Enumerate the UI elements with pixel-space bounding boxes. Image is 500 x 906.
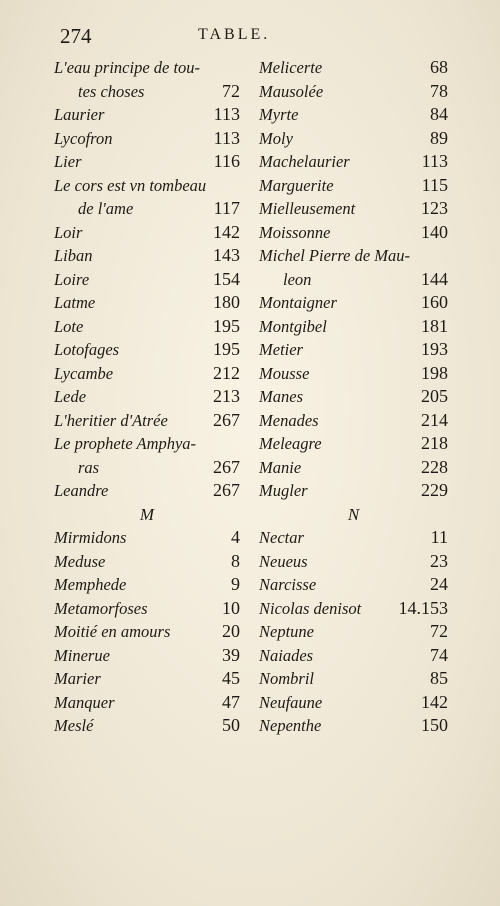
entry-term: Melicerte xyxy=(259,58,323,77)
index-entry xyxy=(54,526,240,550)
entry-term: Leandre xyxy=(54,481,109,500)
entry-page-number: 218 xyxy=(421,433,448,453)
index-entry xyxy=(54,174,240,198)
entry-page-number: 229 xyxy=(421,480,448,500)
index-entry xyxy=(54,573,240,597)
index-entry xyxy=(54,127,240,151)
page-number: 274 xyxy=(60,24,92,48)
entry-term: Memphede xyxy=(54,575,127,594)
entry-term: Lotofages xyxy=(54,340,120,359)
entry-term: Neufaune xyxy=(259,692,323,712)
entry-page-number: 117 xyxy=(213,198,240,218)
index-entry xyxy=(259,174,448,198)
index-entry xyxy=(54,667,240,691)
entry-term: Nombril xyxy=(259,669,315,688)
entry-term: ras xyxy=(78,457,100,477)
index-entry xyxy=(259,80,448,104)
entry-term: Liban xyxy=(54,246,93,265)
entry-page-number: 181 xyxy=(421,315,448,336)
entry-term: Montgibel xyxy=(259,316,327,336)
entry-term: Lier xyxy=(54,152,82,171)
entry-term: Lycambe xyxy=(54,363,114,383)
entry-page-number: 20 xyxy=(222,621,240,641)
entry-page-number: 68 xyxy=(430,57,448,77)
entry-page-number: 144 xyxy=(421,268,448,289)
entry-term: Minerue xyxy=(54,645,110,665)
entry-page-number: 113 xyxy=(421,151,448,171)
entry-term: Le prophete Amphya- xyxy=(54,434,197,453)
entry-page-number: 205 xyxy=(421,386,448,406)
entry-term: Mirmidons xyxy=(54,528,127,547)
section-letter: M xyxy=(139,504,155,524)
entry-term: Le cors est vn tombeau xyxy=(54,175,207,195)
entry-page-number: 39 xyxy=(222,644,240,665)
index-entry xyxy=(259,56,448,80)
entry-term: L'heritier d'Atrée xyxy=(54,410,168,430)
index-entry xyxy=(54,385,240,409)
entry-term: Mausolée xyxy=(259,81,324,101)
index-entry xyxy=(259,268,448,292)
index-entry xyxy=(54,479,240,503)
entry-page-number: 142 xyxy=(213,221,240,242)
entry-page-number: 8 xyxy=(231,550,240,571)
index-entry xyxy=(54,291,240,315)
entry-page-number: 85 xyxy=(430,668,448,688)
entry-page-number: 10 xyxy=(222,597,240,618)
entry-page-number: 23 xyxy=(430,550,448,571)
index-entry xyxy=(259,221,448,245)
entry-term: Naiades xyxy=(259,645,314,665)
entry-page-number: 150 xyxy=(421,715,448,735)
entry-page-number: 74 xyxy=(430,644,448,665)
entry-term: Lycofron xyxy=(54,128,113,148)
entry-page-number: 213 xyxy=(213,386,240,406)
entry-page-number: 267 xyxy=(213,409,240,430)
entry-term: Latme xyxy=(54,293,96,312)
index-entry xyxy=(54,338,240,362)
index-entry xyxy=(54,197,240,221)
index-entry xyxy=(54,597,240,621)
entry-page-number: 214 xyxy=(421,409,448,430)
entry-page-number: 195 xyxy=(213,339,240,359)
entry-page-number: 113 xyxy=(213,127,240,148)
entry-term: Laurier xyxy=(54,105,105,124)
entry-term: Loire xyxy=(54,269,90,289)
entry-page-number: 14.153 xyxy=(398,597,448,618)
entry-page-number: 267 xyxy=(213,456,240,477)
entry-term: Mugler xyxy=(259,481,308,500)
index-entry xyxy=(259,362,448,386)
index-entry xyxy=(259,573,448,597)
entry-term: Moissonne xyxy=(259,222,331,242)
entry-page-number: 193 xyxy=(421,339,448,359)
entry-page-number: 72 xyxy=(222,80,240,101)
index-entry xyxy=(54,456,240,480)
index-column-left xyxy=(54,56,240,738)
index-entry xyxy=(259,315,448,339)
entry-page-number: 123 xyxy=(421,198,448,218)
entry-page-number: 72 xyxy=(430,621,448,641)
index-entry xyxy=(54,56,240,80)
entry-term: Meduse xyxy=(54,551,106,571)
index-entry xyxy=(259,103,448,127)
index-entry xyxy=(259,667,448,691)
index-entry xyxy=(259,526,448,550)
index-entry xyxy=(54,103,240,127)
page-header xyxy=(60,24,450,48)
entry-term: Michel Pierre de Mau- xyxy=(259,246,411,265)
index-entry xyxy=(259,550,448,574)
index-entry xyxy=(259,150,448,174)
index-entry xyxy=(54,315,240,339)
entry-term: Narcisse xyxy=(259,575,317,594)
index-entry xyxy=(54,80,240,104)
entry-term: Meleagre xyxy=(259,434,322,453)
index-entry xyxy=(259,127,448,151)
entry-page-number: 154 xyxy=(213,268,240,289)
index-entry xyxy=(54,714,240,738)
index-entry xyxy=(259,385,448,409)
entry-page-number: 267 xyxy=(213,480,240,500)
entry-term: Lote xyxy=(54,316,84,336)
index-entry xyxy=(259,409,448,433)
index-entry xyxy=(259,338,448,362)
index-entry xyxy=(259,714,448,738)
running-title: TABLE. xyxy=(198,26,271,43)
entry-term: Metier xyxy=(259,340,303,359)
index-entry xyxy=(54,268,240,292)
index-entry xyxy=(54,244,240,268)
index-entry xyxy=(54,150,240,174)
entry-term: Nepenthe xyxy=(259,716,322,735)
entry-term: Menades xyxy=(259,410,319,430)
entry-term: Moly xyxy=(259,128,293,148)
index-entry xyxy=(54,620,240,644)
entry-page-number: 180 xyxy=(213,292,240,312)
entry-term: Moitié en amours xyxy=(54,622,171,641)
index-entry xyxy=(259,456,448,480)
entry-page-number: 140 xyxy=(421,221,448,242)
entry-page-number: 116 xyxy=(213,151,240,171)
entry-term: Machelaurier xyxy=(259,152,350,171)
index-entry xyxy=(259,644,448,668)
entry-term: Myrte xyxy=(259,105,299,124)
entry-term: Manquer xyxy=(54,692,115,712)
entry-term: Nicolas denisot xyxy=(259,598,362,618)
entry-page-number: 84 xyxy=(430,104,448,124)
index-entry xyxy=(259,244,448,268)
entry-page-number: 160 xyxy=(421,292,448,312)
entry-term: Nectar xyxy=(259,528,304,547)
index-entry xyxy=(54,221,240,245)
index-column-right xyxy=(259,56,448,738)
entry-page-number: 11 xyxy=(430,527,448,547)
index-entry xyxy=(259,479,448,503)
entry-page-number: 78 xyxy=(430,80,448,101)
entry-term: Meslé xyxy=(54,716,94,735)
entry-page-number: 45 xyxy=(222,668,240,688)
entry-term: L'eau principe de tou- xyxy=(54,58,201,77)
entry-page-number: 142 xyxy=(421,691,448,712)
entry-term: Lede xyxy=(54,387,87,406)
entry-term: Mousse xyxy=(259,363,310,383)
entry-page-number: 4 xyxy=(231,527,240,547)
index-entry xyxy=(54,409,240,433)
entry-term: tes choses xyxy=(78,81,145,101)
entry-page-number: 198 xyxy=(421,362,448,383)
index-entry xyxy=(54,691,240,715)
entry-term: Loir xyxy=(54,222,83,242)
entry-page-number: 143 xyxy=(213,245,240,265)
index-entry xyxy=(54,644,240,668)
index-entry xyxy=(54,550,240,574)
index-entry xyxy=(54,432,240,456)
entry-term: Neueus xyxy=(259,551,308,571)
entry-page-number: 89 xyxy=(430,127,448,148)
entry-term: de l'ame xyxy=(78,199,134,218)
entry-term: Marier xyxy=(54,669,101,688)
index-entry xyxy=(259,691,448,715)
entry-term: Mielleusement xyxy=(259,199,356,218)
entry-page-number: 115 xyxy=(421,174,448,195)
entry-page-number: 113 xyxy=(213,104,240,124)
index-entry xyxy=(259,291,448,315)
entry-term: Neptune xyxy=(259,622,314,641)
entry-term: Marguerite xyxy=(259,175,334,195)
index-entry xyxy=(259,197,448,221)
index-entry xyxy=(259,620,448,644)
entry-page-number: 228 xyxy=(421,456,448,477)
entry-term: leon xyxy=(283,269,312,289)
entry-page-number: 24 xyxy=(430,574,448,594)
entry-term: Manie xyxy=(259,457,302,477)
entry-page-number: 195 xyxy=(213,315,240,336)
entry-page-number: 47 xyxy=(222,691,240,712)
entry-page-number: 50 xyxy=(222,715,240,735)
entry-page-number: 212 xyxy=(213,362,240,383)
entry-term: Metamorfoses xyxy=(54,598,148,618)
index-entry xyxy=(54,362,240,386)
entry-term: Montaigner xyxy=(259,293,337,312)
entry-page-number: 9 xyxy=(231,574,240,594)
index-entry xyxy=(259,432,448,456)
section-letter: N xyxy=(347,504,360,524)
entry-term: Manes xyxy=(259,387,303,406)
index-entry xyxy=(259,597,448,621)
